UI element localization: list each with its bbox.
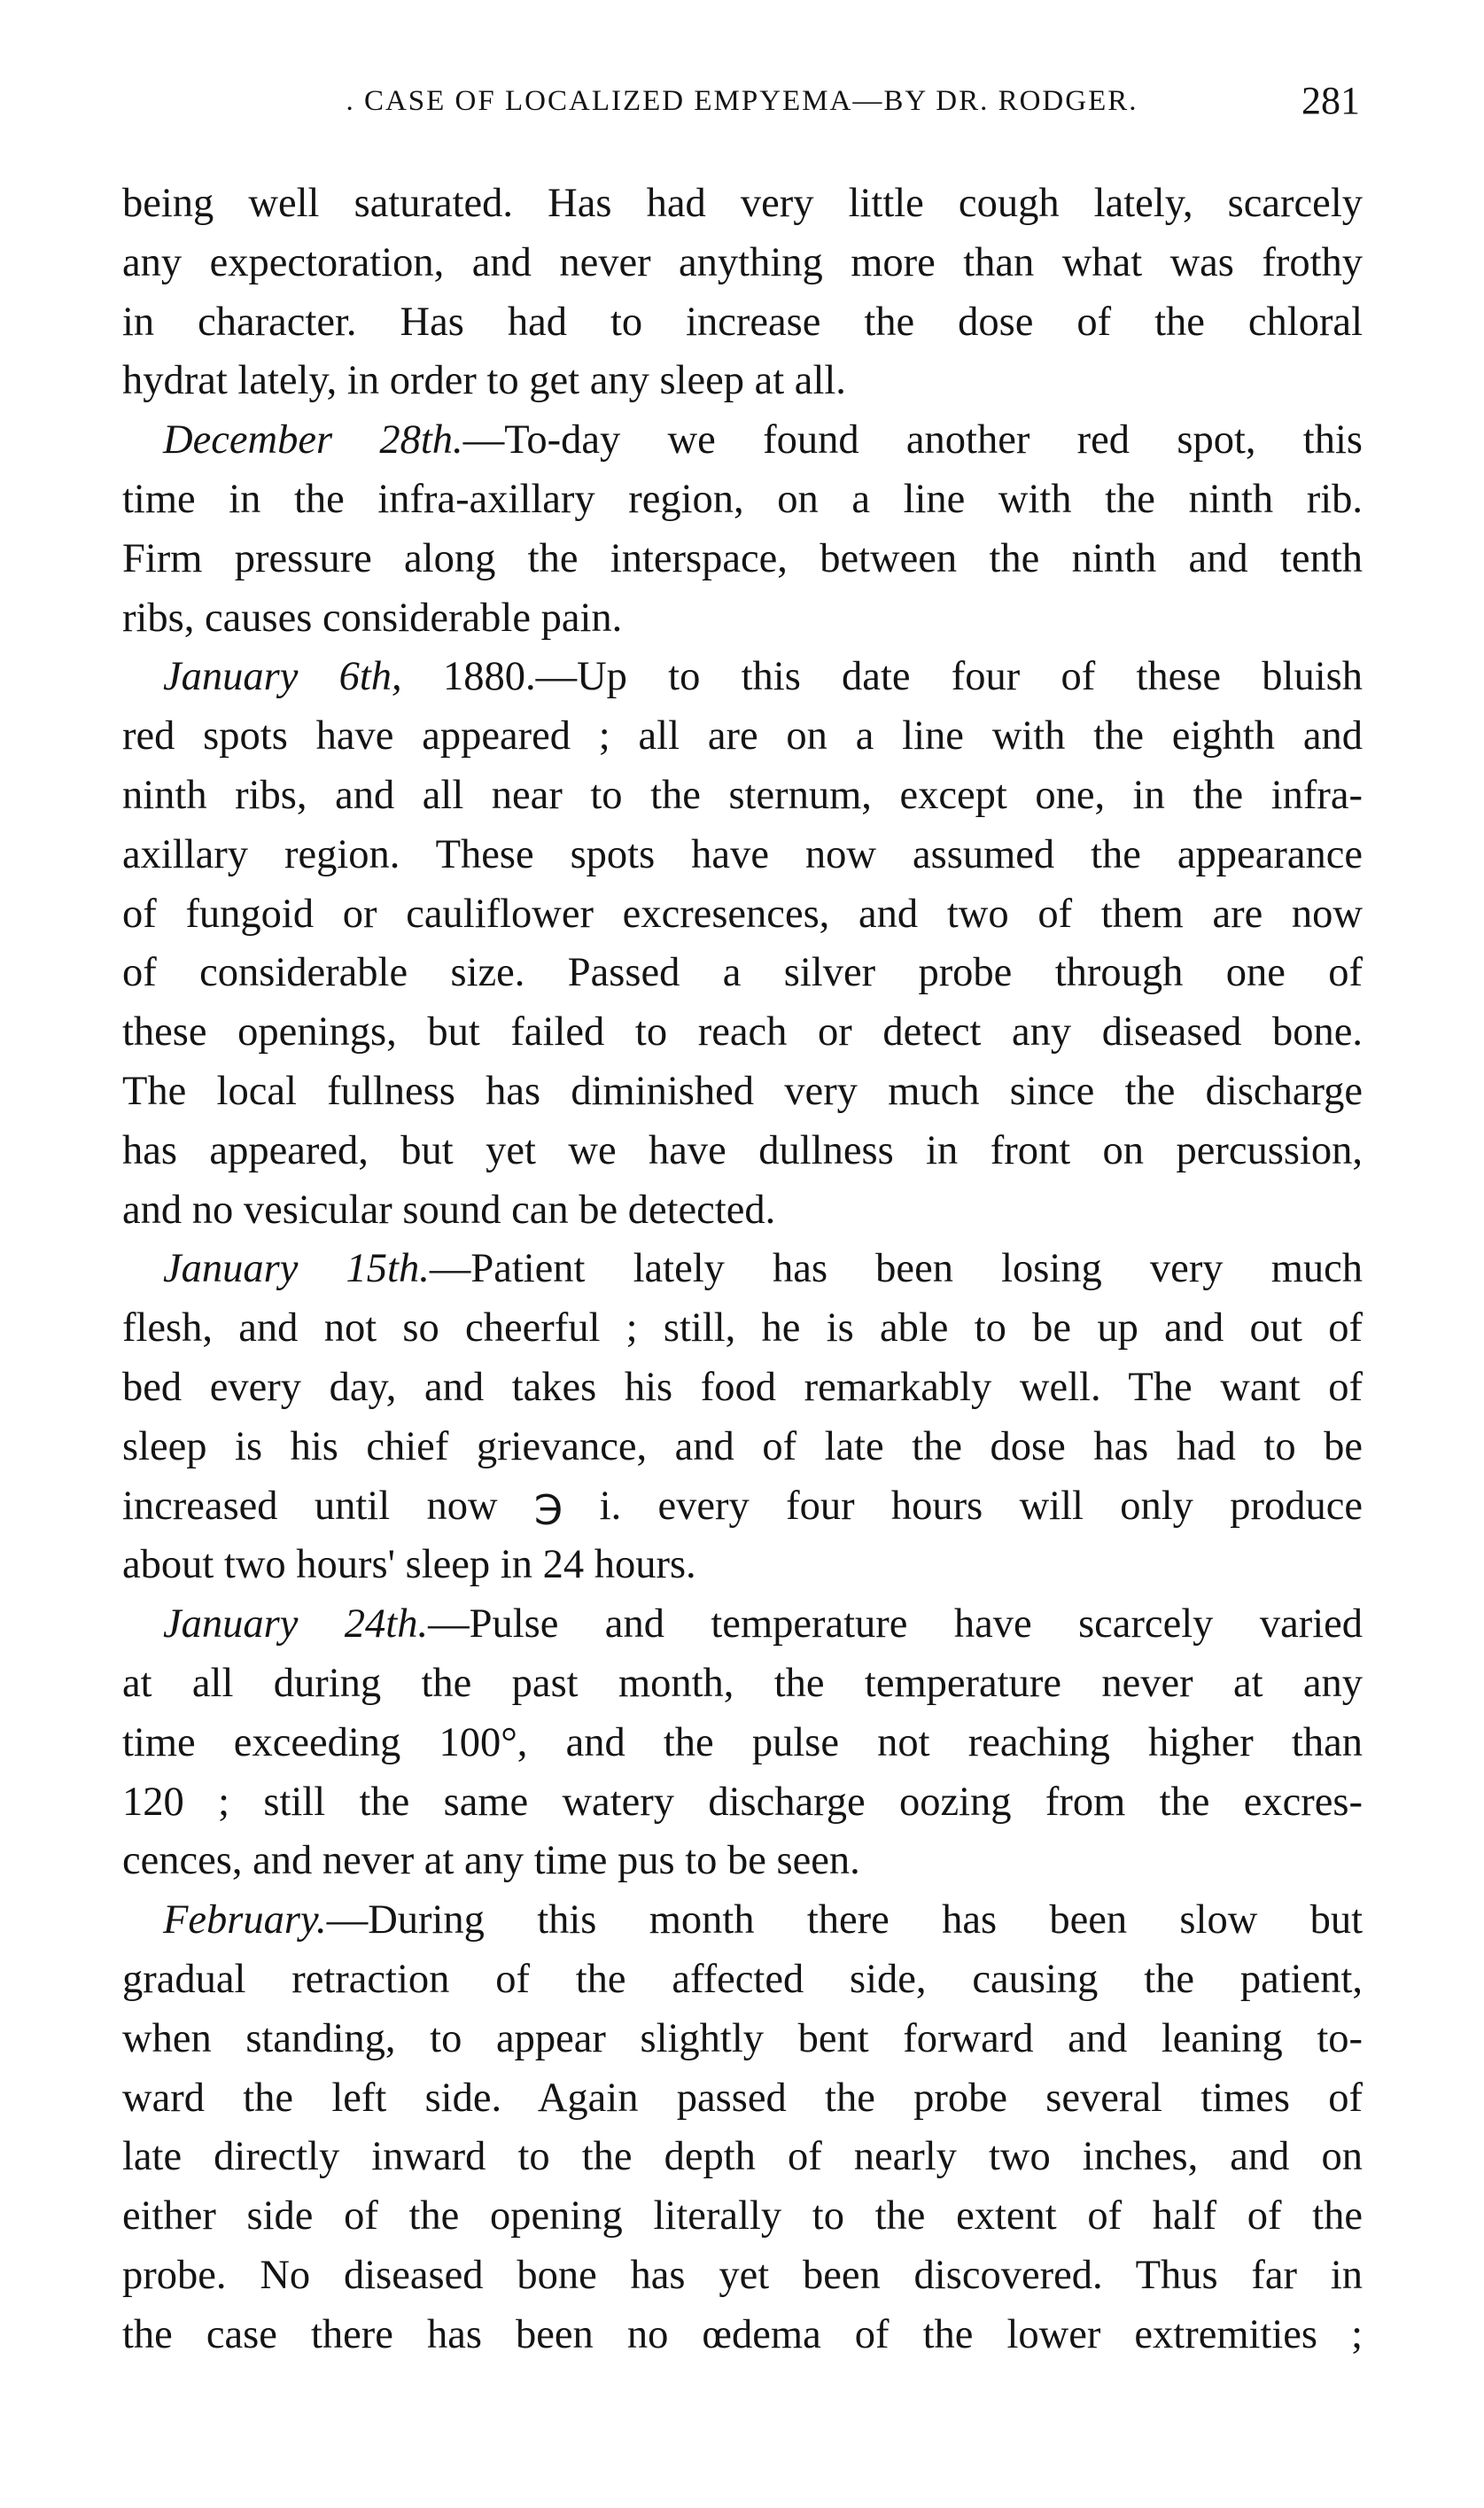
line-text: 120 ; still the same watery discharge oozing from the excres- xyxy=(122,1779,1363,1825)
line-text: being well saturated. Has had very little cough lately, scarcely xyxy=(122,181,1363,226)
line-text: either side of the opening literally to the extent of half of the xyxy=(122,2193,1363,2239)
text-line xyxy=(122,1063,1363,1122)
line-text: red spots have appeared ; all are on a line with the eighth and xyxy=(122,713,1363,759)
line-text: has appeared, but yet we have dullness in front on percussion, xyxy=(122,1127,1363,1173)
text-line xyxy=(122,234,1363,293)
line-text: sleep is his chief grievance, and of late the dose has had to be xyxy=(122,1423,1363,1469)
text-line xyxy=(122,1003,1363,1063)
text-line xyxy=(122,1418,1363,1477)
entry-date: January 24th. xyxy=(163,1601,429,1647)
text-line xyxy=(122,885,1363,945)
text-line xyxy=(122,1595,1363,1655)
line-text: gradual retraction of the affected side, causing the patient, xyxy=(122,1956,1363,2002)
text-line xyxy=(122,530,1363,589)
text-line xyxy=(122,589,1363,649)
line-text: at all during the past month, the temperature never at any xyxy=(122,1660,1363,1706)
text-line xyxy=(122,175,1363,234)
text-line xyxy=(122,2306,1363,2365)
text-line xyxy=(122,293,1363,353)
running-head xyxy=(124,78,1360,131)
text-line xyxy=(122,1536,1363,1595)
line-text: hydrat lately, in order to get any sleep at all. xyxy=(122,358,846,404)
text-line xyxy=(122,826,1363,885)
line-text: cences, and never at any time pus to be seen. xyxy=(122,1838,860,1884)
entry-date: January 15th. xyxy=(163,1246,430,1292)
line-text: increased until now ℈ i. every four hours will only produce xyxy=(122,1483,1363,1529)
text-line xyxy=(122,2069,1363,2129)
text-line xyxy=(122,2187,1363,2247)
running-title: . CASE OF LOCALIZED EMPYEMA—BY DR. RODGER. xyxy=(346,85,1138,117)
page-number: 281 xyxy=(1301,79,1360,122)
line-text: ninth ribs, and all near to the sternum, except one, in the infra- xyxy=(122,772,1363,818)
text-line xyxy=(122,648,1363,707)
text-line xyxy=(122,352,1363,411)
text-line xyxy=(122,767,1363,826)
text-line xyxy=(122,471,1363,530)
line-text: these openings, but failed to reach or detect any diseased bone. xyxy=(122,1009,1363,1055)
line-text: 1880.—Up to this date four of these bluish xyxy=(401,654,1363,700)
entry-date: February. xyxy=(163,1897,327,1943)
line-text: —Patient lately has been losing very much xyxy=(429,1246,1364,1292)
line-text: —Pulse and temperature have scarcely varied xyxy=(428,1601,1363,1647)
line-text: late directly inward to the depth of nearly two inches, and on xyxy=(122,2134,1363,2180)
line-text: Firm pressure along the interspace, between the ninth and tenth xyxy=(122,535,1363,581)
text-line xyxy=(122,2247,1363,2306)
line-text: ward the left side. Again passed the probe several times of xyxy=(122,2075,1363,2121)
body-text xyxy=(122,175,1363,2364)
line-text: time in the infra-axillary region, on a line with the ninth rib. xyxy=(122,476,1363,522)
line-text: ribs, causes considerable pain. xyxy=(122,595,623,641)
text-line xyxy=(122,1714,1363,1773)
text-line xyxy=(122,1477,1363,1537)
entry-date: December 28th. xyxy=(163,417,463,463)
text-line xyxy=(122,411,1363,471)
text-line xyxy=(122,1122,1363,1181)
line-text: and no vesicular sound can be detected. xyxy=(122,1187,776,1233)
line-text: the case there has been no œdema of the lower extremities ; xyxy=(122,2311,1363,2357)
line-text: probe. No diseased bone has yet been discovered. Thus far in xyxy=(122,2252,1363,2298)
line-text: any expectoration, and never anything more than what was frothy xyxy=(122,239,1363,285)
line-text: —To-day we found another red spot, this xyxy=(462,417,1363,463)
text-line xyxy=(122,1832,1363,1891)
line-text: axillary region. These spots have now assumed the appearance xyxy=(122,831,1363,877)
text-line xyxy=(122,707,1363,767)
text-line xyxy=(122,1181,1363,1241)
line-text: time exceeding 100°, and the pulse not reaching higher than xyxy=(122,1719,1363,1765)
text-line xyxy=(122,1299,1363,1359)
line-text: flesh, and not so cheerful ; still, he is able to be up and out of xyxy=(122,1305,1363,1351)
text-line xyxy=(122,2128,1363,2187)
text-line xyxy=(122,2010,1363,2069)
text-line xyxy=(122,1240,1363,1299)
text-line xyxy=(122,1359,1363,1418)
line-text: —During this month there has been slow but xyxy=(326,1897,1363,1943)
entry-date: January 6th, xyxy=(163,654,402,700)
text-line xyxy=(122,1951,1363,2010)
line-text: when standing, to appear slightly bent forward and leaning to- xyxy=(122,2015,1363,2061)
line-text: about two hours' sleep in 24 hours. xyxy=(122,1542,696,1588)
text-line xyxy=(122,944,1363,1003)
line-text: bed every day, and takes his food remarkably well. The want of xyxy=(122,1364,1363,1410)
line-text: of considerable size. Passed a silver probe through one of xyxy=(122,950,1363,996)
line-text: of fungoid or cauliflower excresences, and two of them are now xyxy=(122,891,1363,937)
text-line xyxy=(122,1891,1363,1951)
text-line xyxy=(122,1773,1363,1833)
line-text: in character. Has had to increase the dose of the chloral xyxy=(122,299,1363,345)
line-text: The local fullness has diminished very much since the discharge xyxy=(122,1068,1363,1114)
text-line xyxy=(122,1655,1363,1714)
